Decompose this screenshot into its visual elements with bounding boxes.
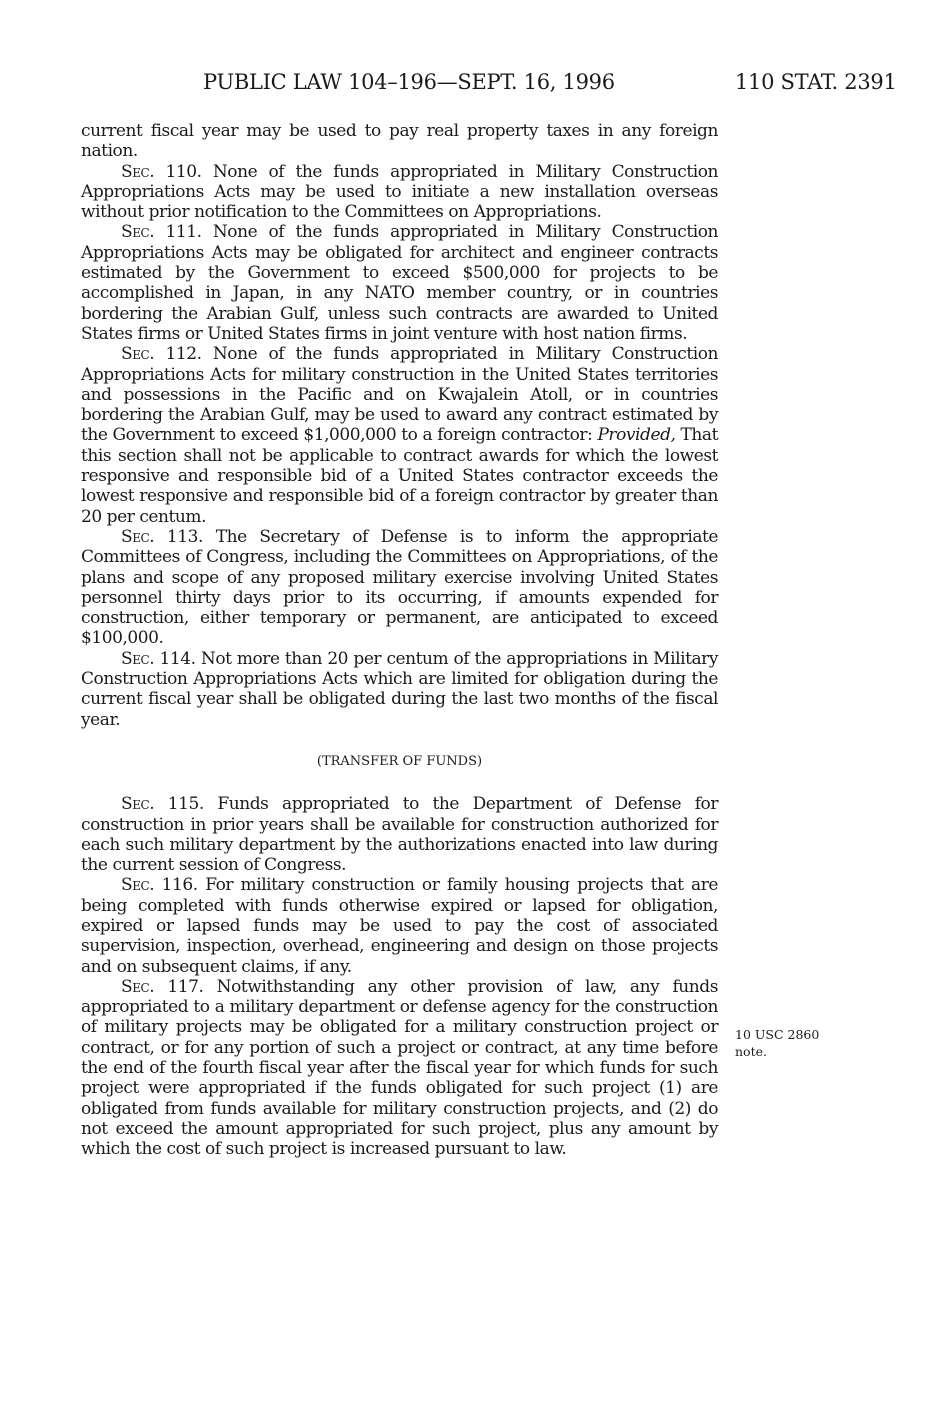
statute-page: 110 STAT. 2391 [735, 70, 897, 94]
section-label: Sec. 115. [121, 794, 204, 815]
transfer-of-funds-heading: (TRANSFER OF FUNDS) [316, 753, 483, 769]
law-title: PUBLIC LAW 104–196—SEPT. 16, 1996 [203, 70, 615, 94]
section-label: Sec. 112. [121, 344, 202, 365]
section-117: Sec. 117. Notwithstanding any other provision of law, any funds appropriated to a military department or defense agency for the construction of military projects may be obligated for a military construction project or contract, or for any portion of such a project or contract, at any time before the end of the fourth fiscal year after the fiscal year for which funds for such project were appropriated if the funds obligated for such project (1) are obligated from funds available for military construction projects, and (2) do not exceed the amount appropriated for such project, plus any amount by which the cost of such project is increased pursuant to law. [81, 976, 718, 1160]
section-110: Sec. 110. None of the funds appropriated in Military Construction Appropriations Acts may be used to initiate a new installation overseas without prior notification to the Committees on Appropriations. [81, 161, 718, 223]
section-115: Sec. 115. Funds appropriated to the Department of Defense for construction in prior years shall be available for construction authorized for each such military department by the authorizations enacted into law during the current session of Congress. [81, 794, 718, 876]
section-113: Sec. 113. The Secretary of Defense is to inform the appropriate Committees of Congress, including the Committees on Appropriations, of the plans and scope of any proposed military exercise involving United States personnel thirty days prior to its occurring, if amounts expended for construction, either temporary or permanent, are anticipated to exceed $100,000. [81, 526, 719, 649]
section-114: Sec. 114. Not more than 20 per centum of the appropriations in Military Construction Appropriations Acts which are limited for obligation during the current fiscal year shall be obligated during the last two months of the fiscal year. [81, 648, 718, 730]
document-body [81, 121, 718, 1160]
section-label: Sec. 117. [121, 976, 204, 997]
section-116: Sec. 116. For military construction or family housing projects that are being completed with funds otherwise expired or lapsed for obligation, expired or lapsed funds may be used to pay the cost of associated supervision, inspection, overhead, engineering and design on those projects and on subsequent claims, if any. [81, 875, 718, 977]
section-label: Sec. 110. [121, 161, 202, 182]
page-header [0, 70, 948, 100]
section-label: Sec. 113. [121, 526, 203, 547]
section-111: Sec. 111. None of the funds appropriated in Military Construction Appropriations Acts may be obligated for architect and engineer contracts estimated by the Government to exceed $500,000 for projects to be accomplished in Japan, in any NATO member country, or in countries bordering the Arabian Gulf, unless such contracts are awarded to United States firms or United States firms in joint venture with host nation firms. [81, 222, 718, 344]
section-label: Sec. 111. [121, 222, 202, 243]
paragraph-continuation: current fiscal year may be used to pay real property taxes in any foreign nation. [81, 121, 718, 162]
margin-note-label: note. [735, 1044, 767, 1059]
margin-note-usc [735, 1026, 819, 1060]
margin-note-citation: 10 USC 2860 [735, 1027, 820, 1042]
section-label: Sec. 114. [121, 648, 196, 669]
section-112: Sec. 112. None of the funds appropriated in Military Construction Appropriations Acts for military construction in the United States territories and possessions in the Pacific and on Kwajalein Atoll, or in countries bordering the Arabian Gulf, may be used to award any contract estimated by the Government to exceed $1,000,000 to a foreign contractor: Provided, That this section shall not be applicable to contract awards for which the lowest responsive and responsible bid of a United States contractor exceeds the lowest responsive and responsible bid of a foreign contractor by greater than 20 per centum. [81, 344, 718, 527]
section-label: Sec. 116. [121, 875, 198, 896]
